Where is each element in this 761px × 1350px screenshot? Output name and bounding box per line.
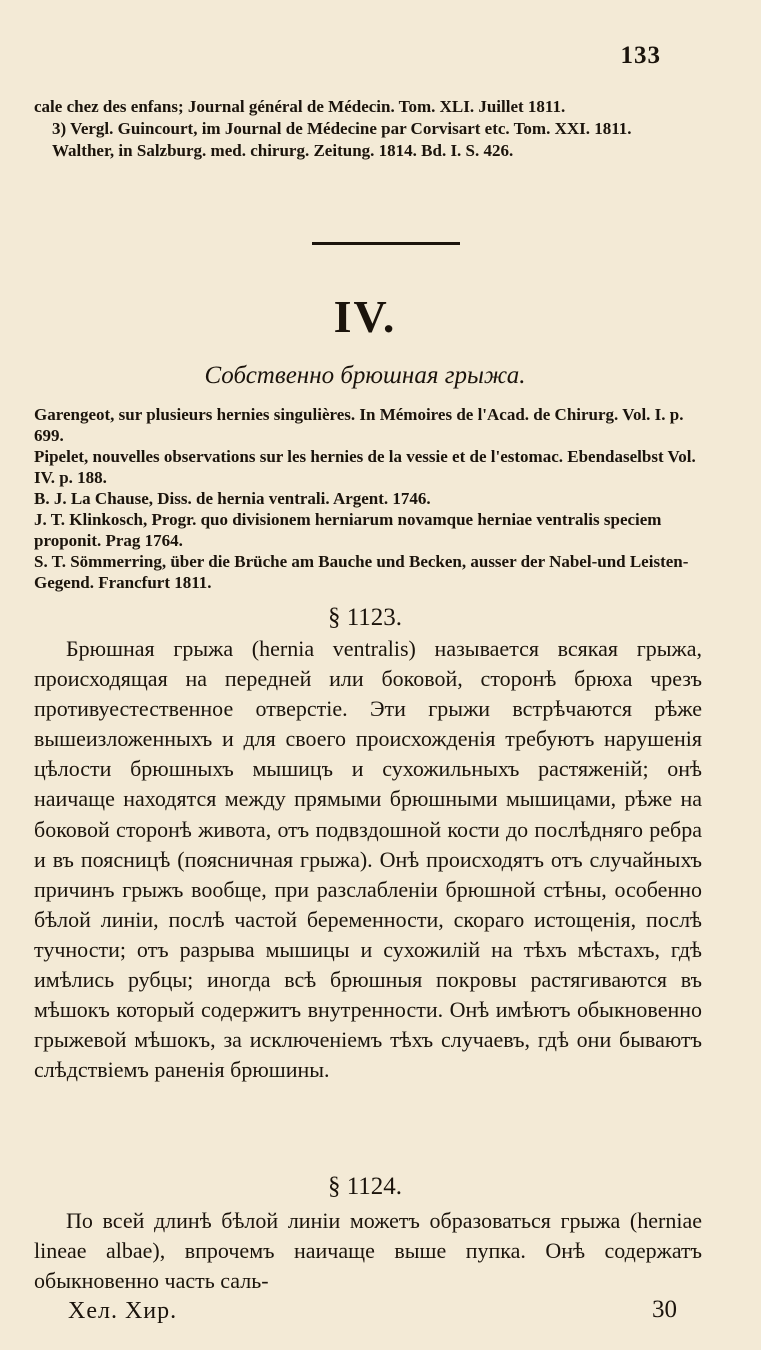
footnote-item: Walther, in Salzburg. med. chirurg. Zeitung. 1814. Bd. I. S. 426.: [52, 141, 514, 160]
bibliography-entry: J. T. Klinkosch, Progr. quo divisionem herniarum novamque herniae ventralis speciem proponit. Prag 1764.: [34, 510, 662, 550]
footnote-continuation: cale chez des enfans; Journal général de Médecin. Tom. XLI. Juillet 1811.: [34, 97, 566, 116]
section-paragraph: По всей длинѣ бѣлой линіи можетъ образоваться грыжа (herniae lineae albae), впрочемъ наичаще выше пупка. Онѣ содержатъ обыкновенно часть саль-: [34, 1208, 702, 1294]
bibliography-entry: S. T. Sömmerring, über die Brüche am Bauche und Becken, ausser der Nabel-und Leisten-Gegend. Francfurt 1811.: [34, 552, 689, 592]
sheet-number: 30: [652, 1296, 677, 1323]
page-number: 133: [620, 42, 661, 69]
section-divider: [312, 242, 460, 245]
bibliography-entry: Garengeot, sur plusieurs hernies singulières. In Mémoires de l'Acad. de Chirurg. Vol. I. p. 699.: [34, 405, 684, 445]
footnote-item: 3) Vergl. Guincourt, im Journal de Médecine par Corvisart etc. Tom. XXI. 1811.: [52, 119, 632, 138]
chapter-title: Собственно брюшная грыжа.: [204, 362, 526, 389]
bibliography-entry: B. J. La Chause, Diss. de hernia ventrali. Argent. 1746.: [34, 489, 431, 508]
bibliography-entry: Pipelet, nouvelles observations sur les hernies de la vessie et de l'estomac. Ebendaselbst Vol. IV. p. 188.: [34, 447, 696, 487]
bibliography: [34, 404, 702, 593]
section-number: § 1123.: [327, 604, 403, 631]
footnotes: [34, 96, 702, 162]
section-number: § 1124.: [327, 1173, 403, 1200]
signature-mark: Хел. Хир.: [68, 1298, 178, 1324]
section-paragraph: Брюшная грыжа (hernia ventralis) называется всякая грыжа, происходящая на передней или боковой, сторонѣ брюха чрезъ противуестественное отверстіе. Эти грыжи встрѣчаются рѣже вышеизложенныхъ и для своего происхожденія требуютъ нарушенія цѣлости брюшныхъ мышицъ и сухожильныхъ растяженій; онѣ наичаще находятся между прямыми брюшными мышицами, рѣже на боковой сторонѣ живота, отъ подвздошной кости до послѣдняго ребра и въ поясницѣ (поясничная грыжа). Онѣ происходятъ отъ случайныхъ причинъ грыжъ вообще, при разслабленіи брюшной стѣны, особенно бѣлой линіи, послѣ частой беременности, скораго истощенія, послѣ тучности; отъ разрыва мышицы и сухожилій на тѣхъ мѣстахъ, гдѣ имѣлись рубцы; иногда всѣ брюшныя покровы растягиваются въ мѣшокъ который содержитъ внутренности. Онѣ имѣютъ обыкновенно грыжевой мѣшокъ, за исключеніемъ тѣхъ случаевъ, гдѣ они бываютъ слѣдствіемъ раненія брюшины.: [34, 636, 702, 1083]
chapter-number: IV.: [333, 291, 397, 342]
